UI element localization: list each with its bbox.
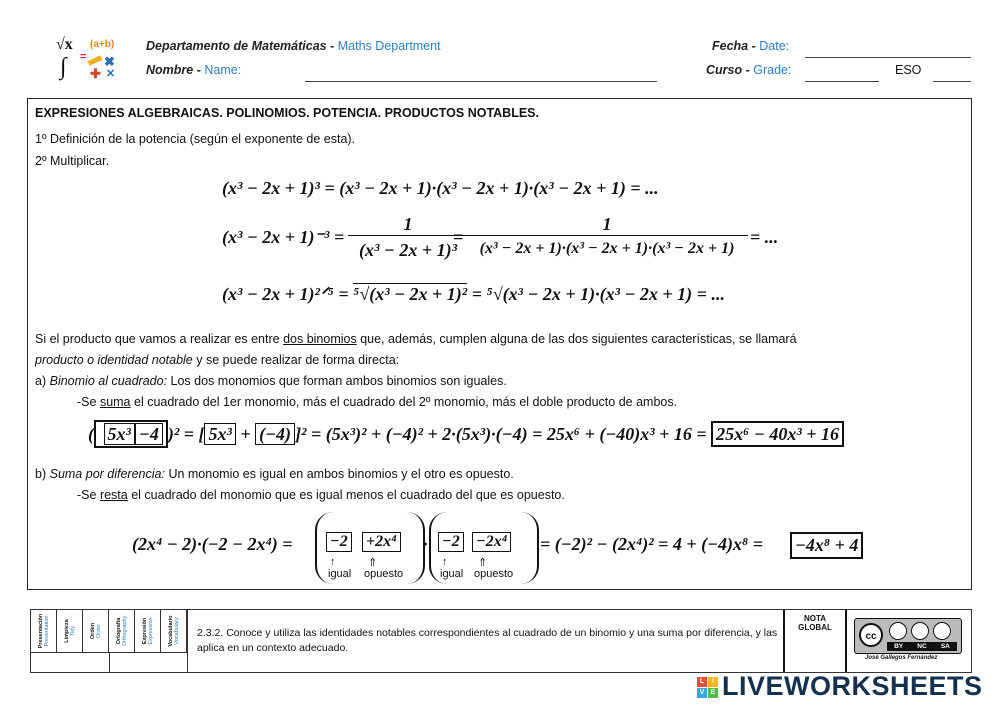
sum-difference-heading: b) Suma por diferencia: Un monomio es igual en ambos binomios y el otro es opuesto.: [35, 467, 514, 481]
intro-line-1: Si el producto que vamos a realizar es entre dos binomios que, además, cumplen alguna de las dos siguientes características, se llamará: [35, 332, 797, 346]
equation-cube: (x³ − 2x + 1)³ = (x³ − 2x + 1)·(x³ − 2x + 1)·(x³ − 2x + 1) = ...: [222, 178, 659, 198]
name-label: Nombre - Name:: [146, 63, 242, 77]
binomial-squared-rule: -Se suma el cuadrado del 1er monomio, más el cuadrado del 2º monomio, más el doble producto de ambos.: [77, 395, 678, 409]
rubric-criterion-presentation: Presentación Presentation: [31, 610, 57, 652]
sqrt-x-icon: √x: [56, 36, 73, 53]
cross-icon: ✖: [104, 54, 115, 69]
cross-icon-2: ✕: [106, 68, 116, 80]
nc-icon: [911, 622, 929, 640]
name-field[interactable]: [305, 81, 657, 82]
intro-line-2: producto o identidad notable y se puede realizar de forma directa:: [35, 353, 400, 367]
sum-difference-rule: -Se resta el cuadrado del monomio que es igual menos el cuadrado del que es opuesto.: [77, 488, 565, 502]
rubric-criterion-tidy: Limpieza Tidy: [57, 610, 83, 652]
brand-text: LIVEWORKSHEETS: [722, 671, 983, 701]
binomial-icon: (a+b): [90, 39, 115, 50]
section-title: EXPRESIONES ALGEBRAICAS. POLINOMIOS. POTENCIA. PRODUCTOS NOTABLES.: [35, 106, 539, 120]
course-field[interactable]: [805, 81, 879, 82]
sum-difference-example: (2x⁴ − 2)·(−2 − 2x⁴) = −2 +2x⁴ ↑ ⇑ igual opuesto · −2 −2x⁴ ↑ ⇑ igual opuesto = (−2)² − (2x⁴)² = 4 + (−4)x⁸ = −4x⁸ + 4: [132, 512, 892, 588]
level-label: ESO: [895, 63, 922, 77]
global-grade-label: NOTA GLOBAL: [798, 614, 832, 632]
global-grade-box[interactable]: [783, 610, 847, 672]
box-first-term: 5x³ −4: [94, 420, 168, 448]
author-name: José Gallegos Fernández: [865, 655, 938, 661]
cc-license-badge: cc BY NC SA: [854, 618, 962, 654]
rubric-criterion-expression: Expresión Expression: [135, 610, 161, 652]
brand-letter-blocks: L I V E: [697, 677, 719, 699]
equation-fractional-power: (x³ − 2x + 1)²ᐟ⁵ = ⁵√(x³ − 2x + 1)² = ⁵√(x³ − 2x + 1)·(x³ − 2x + 1) = ...: [222, 284, 725, 304]
header-logo: [50, 36, 130, 84]
standard-text: 2.3.2. Conoce y utiliza las identidades notables correspondientes al cuadrado de un binomio y una suma por diferencia, y las aplica en un contexto adecuado.: [197, 627, 778, 654]
step-2: 2º Multiplicar.: [35, 154, 110, 168]
date-label: Fecha - Date:: [712, 39, 790, 53]
equals-icon: =: [80, 51, 87, 63]
result-box-squared: 25x⁶ − 40x³ + 16: [711, 421, 844, 447]
liveworksheets-logo: [697, 673, 997, 705]
sa-icon: [933, 622, 951, 640]
rubric-criterion-order: Orden Order: [83, 610, 109, 652]
equation-negative-power: (x³ − 2x + 1)⁻³ = 1 (x³ − 2x + 1)³ = 1 (x³ − 2x + 1)·(x³ − 2x + 1)·(x³ − 2x + 1) = ...: [222, 214, 779, 260]
rubric-table: [30, 609, 972, 673]
binomial-squared-heading: a) Binomio al cuadrado: Los dos monomios que forman ambos binomios son iguales.: [35, 374, 507, 388]
by-icon: [889, 622, 907, 640]
rubric-criterion-vocabulary: Vocabulario Vocabulary: [161, 610, 187, 652]
rubric-grade-cell[interactable]: [187, 610, 189, 672]
department-label: Departamento de Matemáticas - Maths Department: [146, 39, 441, 53]
group-field[interactable]: [933, 81, 971, 82]
cc-icon: cc: [859, 623, 883, 647]
rubric-criterion-orthography: Ortografía Orthography: [109, 610, 135, 652]
pencil-icon: [88, 55, 103, 65]
binomial-squared-example: ( 5x³ −4 )² = [ 5x³ + (−4) ]² = (5x³)² + (−4)² + 2·(5x³)·(−4) = 25x⁶ + (−40)x³ + 16 = 25x⁶ − 40x³ + 16: [88, 424, 844, 445]
date-field[interactable]: [805, 57, 971, 58]
plus-icon: ✚: [90, 66, 101, 81]
course-label: Curso - Grade:: [706, 63, 792, 77]
result-box-difference: −4x⁸ + 4: [790, 532, 863, 559]
step-1: 1º Definición de la potencia (según el exponente de esta).: [35, 132, 356, 146]
integral-icon: ∫: [60, 54, 67, 80]
